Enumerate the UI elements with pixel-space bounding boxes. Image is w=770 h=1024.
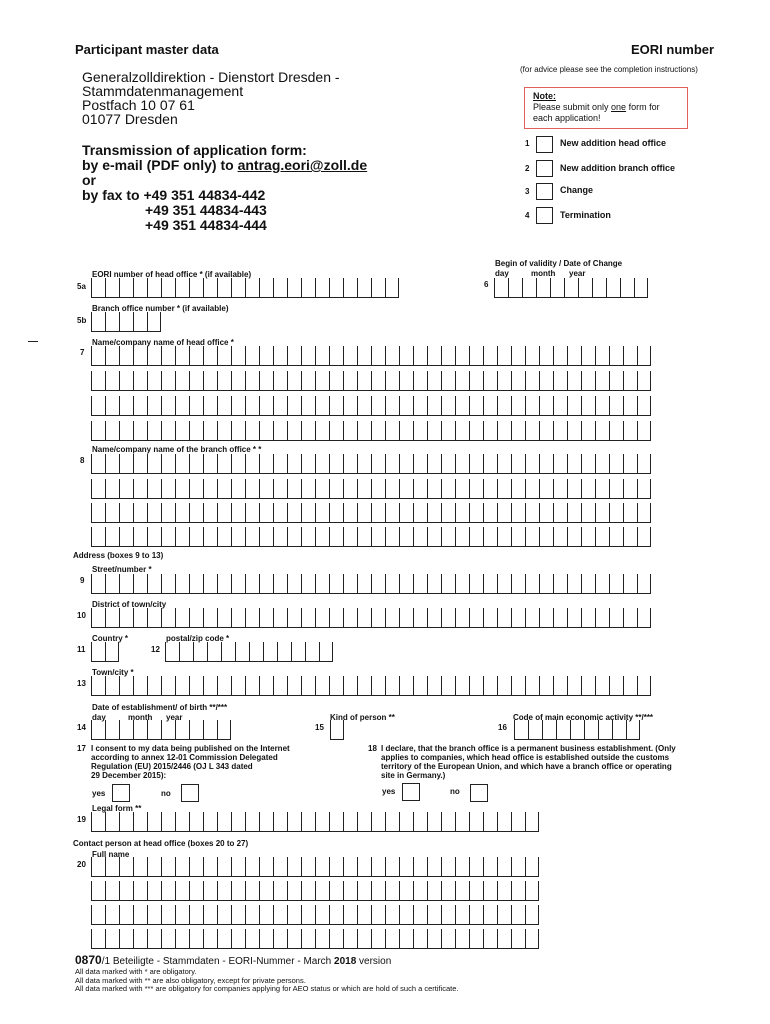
field-number: 8 [80, 456, 85, 465]
consent-line: I consent to my data being published on the Internet [91, 744, 290, 753]
field-number: 7 [80, 348, 85, 357]
town-input[interactable] [91, 676, 651, 696]
footer-note: All data marked with * are obligatory. [75, 967, 197, 976]
branch-office-name-line-3[interactable] [91, 503, 651, 523]
address-section-label: Address (boxes 9 to 13) [73, 551, 164, 560]
page-title: Participant master data [75, 42, 219, 57]
email-prefix: by e-mail (PDF only) to [82, 157, 238, 173]
or-text: or [82, 172, 96, 188]
address-line: Stammdatenmanagement [82, 83, 244, 99]
no-label: no [161, 789, 171, 798]
field-label: Begin of validity / Date of Change [495, 259, 623, 268]
field-label: Country * [92, 634, 128, 643]
field-number: 10 [77, 611, 86, 620]
head-office-name-line-4[interactable] [91, 421, 651, 441]
validity-date-input[interactable] [494, 278, 648, 298]
eori-head-office-input[interactable] [91, 278, 399, 298]
field-label: Street/number * [92, 565, 152, 574]
recipient-address [82, 70, 340, 126]
option-label: New addition branch office [560, 163, 676, 173]
note-text: form for [626, 102, 660, 112]
consent-text [91, 744, 341, 780]
field-label: Name/company name of the branch office * * [92, 445, 262, 454]
field-label: District of town/city [92, 600, 167, 609]
option-label: Termination [560, 210, 611, 220]
change-checkbox[interactable] [536, 183, 553, 200]
email-link[interactable]: antrag.eori@zoll.de [237, 157, 368, 173]
field-number: 16 [498, 723, 507, 732]
declaration-line: territory of the European Union, and which have a branch office or operating [381, 762, 672, 771]
field-number: 9 [80, 576, 85, 585]
form-code-text: version [356, 956, 392, 967]
head-office-name-line-2[interactable] [91, 371, 651, 391]
postal-code-input[interactable] [165, 642, 333, 662]
field-label: Legal form ** [92, 804, 142, 813]
date-sub-label: year [569, 269, 586, 278]
yes-label: yes [92, 789, 106, 798]
branch-declaration-text [381, 744, 726, 780]
new-head-office-checkbox[interactable] [536, 136, 553, 153]
footer-note: All data marked with ** are also obligatory, except for private persons. [75, 975, 306, 985]
eori-title: EORI number [631, 42, 715, 57]
note-text: Please submit only [533, 102, 612, 112]
declaration-line: site in Germany.) [381, 771, 446, 780]
margin-mark [28, 341, 38, 342]
form-code-year: 2018 [334, 956, 357, 967]
new-branch-office-checkbox[interactable] [536, 160, 553, 177]
transmission-block [82, 143, 367, 233]
form-code-text: /1 Beteiligte - Stammdaten - EORI-Nummer - March [101, 956, 335, 967]
field-number: 5b [77, 316, 87, 325]
declaration-line: I declare, that the branch office is a permanent business establishment. (Only [381, 744, 676, 753]
consent-line: according to annex 12-01 Commission Delegated [91, 753, 278, 762]
field-label: EORI number of head office * (if available) [92, 270, 252, 279]
footer-note: All data marked with *** are obligatory for companies applying for AEO status or which are hold of such a certificate. [75, 984, 459, 993]
field-label: Name/company name of head office * [92, 338, 234, 347]
note-text-emphasis: one [611, 102, 627, 112]
branch-office-name-line-1[interactable] [91, 454, 651, 474]
option-number: 2 [525, 164, 530, 173]
note-box [524, 87, 688, 129]
date-sub-label: day [495, 269, 509, 278]
option-number: 1 [525, 139, 530, 148]
fax-line: +49 351 44834-444 [145, 217, 267, 233]
address-line: 01077 Dresden [82, 111, 178, 127]
fax-line: +49 351 44834-443 [145, 202, 267, 218]
fax-line: by fax to +49 351 44834-442 [82, 187, 266, 203]
contact-full-name-line-2[interactable] [91, 881, 539, 901]
establishment-date-input[interactable] [91, 720, 231, 740]
branch-office-name-line-4[interactable] [91, 527, 651, 547]
field-number: 19 [77, 815, 86, 824]
contact-full-name-line-1[interactable] [91, 857, 539, 877]
date-sub-label: month [531, 269, 556, 278]
field-number: 20 [77, 860, 86, 869]
field-number: 5a [77, 282, 86, 291]
form-code [75, 953, 391, 967]
date-sub-label: month [128, 713, 153, 722]
field-number: 14 [77, 723, 86, 732]
branch-office-number-input[interactable] [91, 312, 161, 332]
footer-notes [75, 968, 459, 994]
declaration-line: applies to companies, which head office is established outside the customs [381, 753, 670, 762]
branch-office-name-line-2[interactable] [91, 479, 651, 499]
option-number: 3 [525, 187, 530, 196]
field-label: postal/zip code * [166, 634, 230, 643]
legal-form-input[interactable] [91, 812, 539, 832]
date-sub-label: day [92, 713, 106, 722]
field-label: Full name [92, 850, 130, 859]
field-label: Kind of person ** [330, 713, 395, 722]
field-number: 13 [77, 679, 86, 688]
contact-full-name-line-4[interactable] [91, 929, 539, 949]
option-label: New addition head office [560, 138, 667, 148]
field-label: Code of main economic activity **/*** [513, 713, 654, 722]
field-label: Town/city * [92, 668, 134, 677]
field-number: 18 [368, 744, 377, 753]
consent-line: Regulation (EU) 2015/2446 (OJ L 343 dated [91, 762, 253, 771]
declaration-yes-checkbox[interactable] [402, 783, 420, 801]
yes-label: yes [382, 787, 396, 796]
transmission-title: Transmission of application form: [82, 142, 307, 158]
field-number: 11 [77, 645, 86, 654]
country-input[interactable] [91, 642, 119, 662]
consent-yes-checkbox[interactable] [112, 784, 130, 802]
field-number: 6 [484, 280, 489, 289]
field-label: Date of establishment/ of birth **/*** [92, 703, 228, 712]
no-label: no [450, 787, 460, 796]
consent-no-checkbox[interactable] [181, 784, 199, 802]
form-code-number: 087 [75, 953, 96, 967]
option-number: 4 [525, 211, 530, 220]
head-office-name-line-3[interactable] [91, 396, 651, 416]
field-number: 17 [77, 744, 86, 753]
kind-of-person-input[interactable] [330, 720, 344, 740]
address-line: Postfach 10 07 61 [82, 97, 195, 113]
economic-activity-code-input[interactable] [514, 720, 640, 740]
district-input[interactable] [91, 608, 651, 628]
note-title: Note: [533, 91, 556, 101]
termination-checkbox[interactable] [536, 207, 553, 224]
head-office-name-line-1[interactable] [91, 346, 651, 366]
date-sub-label: year [166, 713, 183, 722]
advice-text: (for advice please see the completion instructions) [520, 65, 698, 74]
note-text: each application! [533, 113, 601, 123]
declaration-no-checkbox[interactable] [470, 784, 488, 802]
field-number: 15 [315, 723, 324, 732]
street-input[interactable] [91, 574, 651, 594]
form-code-number: 0 [95, 953, 102, 967]
field-number: 12 [151, 645, 160, 654]
address-line: Generalzolldirektion - Dienstort Dresden - [82, 69, 340, 85]
contact-section-label: Contact person at head office (boxes 20 to 27) [73, 839, 249, 848]
consent-line: 29 December 2015): [91, 771, 167, 780]
option-label: Change [560, 185, 594, 195]
contact-full-name-line-3[interactable] [91, 905, 539, 925]
field-label: Branch office number * (if available) [92, 304, 229, 313]
